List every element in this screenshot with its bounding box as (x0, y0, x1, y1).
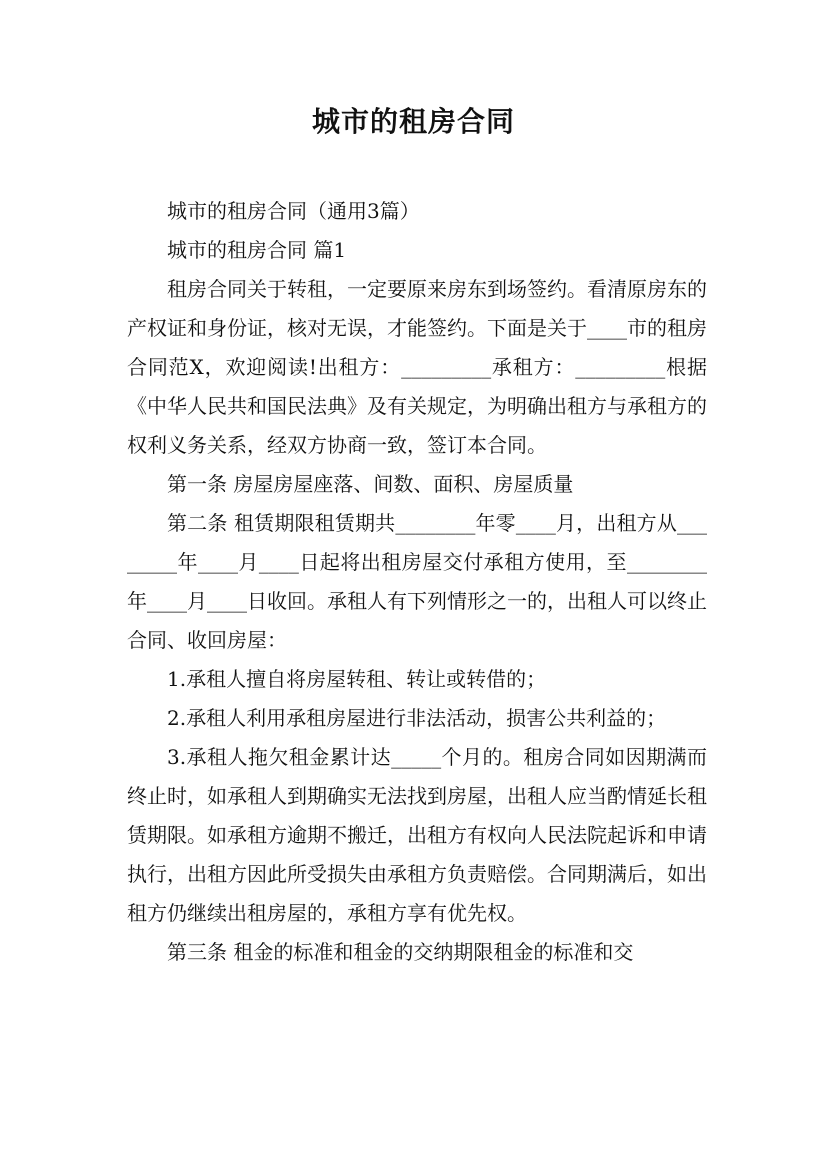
paragraph-item-1: 1.承租人擅自将房屋转租、转让或转借的； (167, 667, 547, 691)
paragraph-subtitle: 城市的租房合同（通用3篇） (167, 199, 420, 223)
paragraph-intro: 租房合同关于转租，一定要原来房东到场签约。看清原房东的产权证和身份证，核对无误，才能签约。下面是关于____市的租房合同范X，欢迎阅读!出租方：_________承租方：_________根据《中华人民共和国民法典》及有关规定，为明确出租方与承租方的权利义务关系，经双方协商一致，签订本合同。 (127, 277, 707, 457)
paragraph-article-2: 第二条 租赁期限租赁期共________年零____月，出租方从________年____月____日起将出租房屋交付承租方使用，至________年____月____日收回。承租人有下列情形之一的，出租人可以终止合同、收回房屋： (127, 511, 707, 652)
paragraph-article-1: 第一条 房屋房屋座落、间数、面积、房屋质量 (167, 472, 574, 496)
paragraph-section-heading: 城市的租房合同 篇1 (167, 238, 347, 262)
paragraph-article-3: 第三条 租金的标准和租金的交纳期限租金的标准和交 (167, 940, 634, 964)
document-body (127, 192, 707, 972)
document-title: 城市的租房合同 (311, 105, 515, 138)
paragraph-item-2: 2.承租人利用承租房屋进行非法活动，损害公共利益的； (167, 706, 667, 730)
paragraph-item-3: 3.承租人拖欠租金累计达_____个月的。租房合同如因期满而终止时，如承租人到期确实无法找到房屋，出租人应当酌情延长租赁期限。如承租方逾期不搬迁，出租方有权向人民法院起诉和申请执行，出租方因此所受损失由承租方负责赔偿。合同期满后，如出租方仍继续出租房屋的，承租方享有优先权。 (127, 745, 707, 925)
